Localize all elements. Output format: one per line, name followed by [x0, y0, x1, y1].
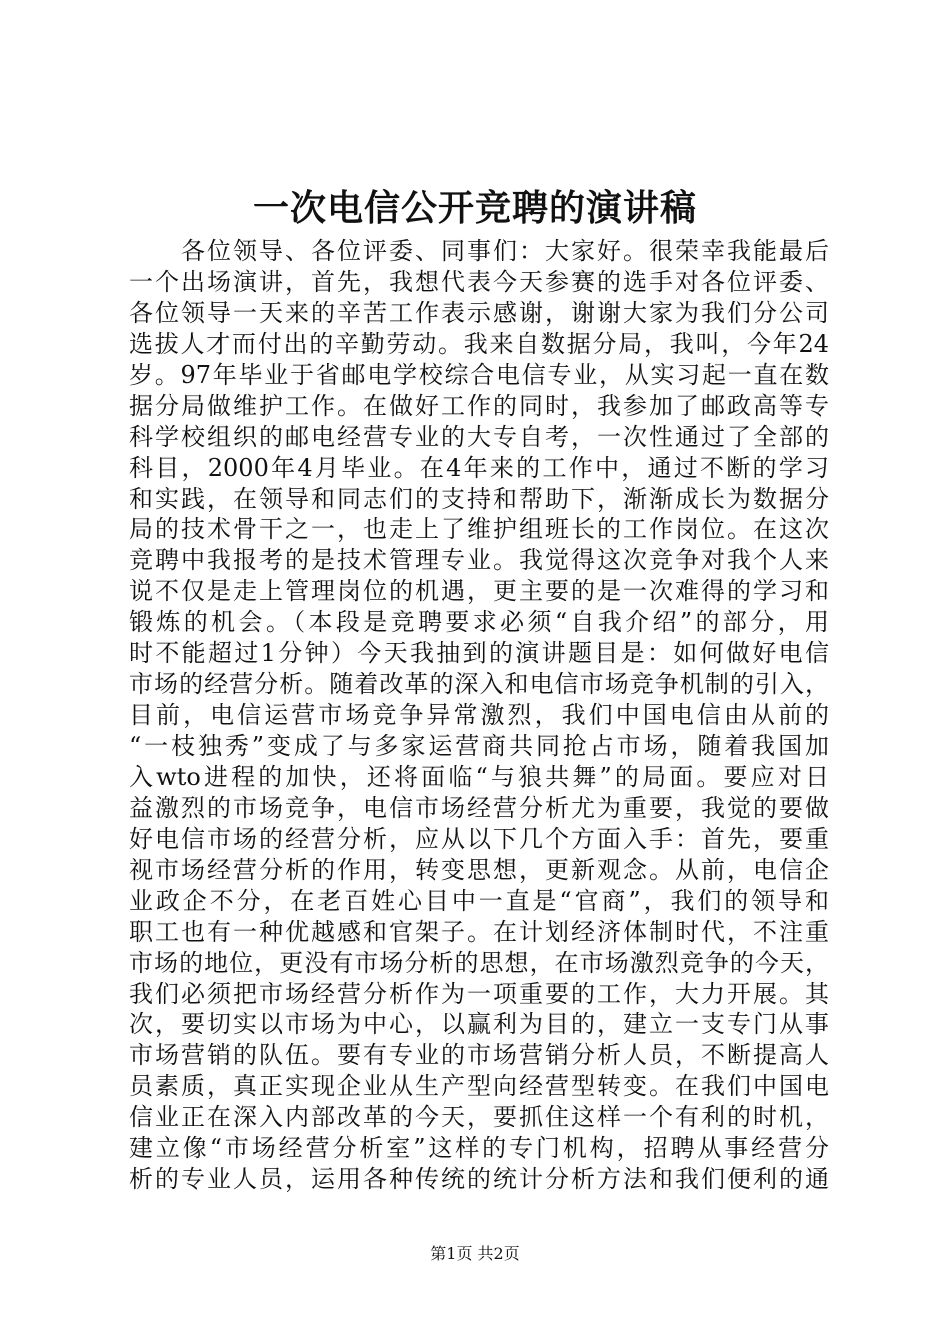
body-line: 次，要切实以市场为中心，以赢利为目的，建立一支专门从事 — [129, 1010, 829, 1039]
body-line: 岁。97年毕业于省邮电学校综合电信专业，从实习起一直在数 — [129, 360, 829, 389]
body-line: 市场的经营分析。随着改革的深入和电信市场竞争机制的引入， — [129, 670, 829, 699]
body-line: “一枝独秀”变成了与多家运营商共同抢占市场，随着我国加 — [129, 732, 829, 760]
body-line: 建立像“市场经营分析室”这样的专门机构，招聘从事经营分 — [129, 1134, 829, 1163]
body-line: 锻炼的机会。（本段是竞聘要求必须“自我介绍”的部分，用 — [129, 608, 829, 637]
body-line: 益激烈的市场竞争，电信市场经营分析尤为重要，我觉的要做 — [129, 793, 829, 822]
body-line: 科学校组织的邮电经营专业的大专自考，一次性通过了全部的 — [129, 422, 829, 451]
body-line: 和实践，在领导和同志们的支持和帮助下，渐渐成长为数据分 — [129, 484, 829, 513]
body-line: 科目，2000年4月毕业。在4年来的工作中，通过不断的学习 — [129, 453, 829, 482]
body-line: 我们必须把市场经营分析作为一项重要的工作，大力开展。其 — [129, 979, 829, 1008]
body-line: 析的专业人员，运用各种传统的统计分析方法和我们便利的通 — [129, 1165, 829, 1194]
body-line: 业政企不分，在老百姓心目中一直是“官商”，我们的领导和 — [129, 886, 829, 915]
body-line: 职工也有一种优越感和官架子。在计划经济体制时代，不注重 — [129, 917, 829, 946]
body-line: 各位领导、各位评委、同事们：大家好。很荣幸我能最后 — [129, 237, 829, 265]
body-line: 好电信市场的经营分析，应从以下几个方面入手：首先，要重 — [129, 824, 829, 853]
body-line: 时不能超过1分钟）今天我抽到的演讲题目是：如何做好电信 — [129, 639, 829, 668]
page-footer: 第1页 共2页 — [430, 1244, 520, 1263]
body-line: 员素质，真正实现企业从生产型向经营型转变。在我们中国电 — [129, 1072, 829, 1101]
document-title: 一次电信公开竞聘的演讲稿 — [252, 187, 697, 229]
body-line: 视市场经营分析的作用，转变思想，更新观念。从前，电信企 — [129, 855, 829, 884]
body-line: 入wto进程的加快，还将面临“与狼共舞”的局面。要应对日 — [129, 762, 829, 791]
document-body — [129, 236, 829, 1195]
body-line: 选拔人才而付出的辛勤劳动。我来自数据分局，我叫，今年24 — [129, 329, 829, 358]
body-line: 据分局做维护工作。在做好工作的同时，我参加了邮政高等专 — [129, 391, 829, 420]
body-line: 局的技术骨干之一，也走上了维护组班长的工作岗位。在这次 — [129, 515, 829, 544]
body-line: 信业正在深入内部改革的今天，要抓住这样一个有利的时机， — [129, 1103, 829, 1132]
body-line: 竞聘中我报考的是技术管理专业。我觉得这次竞争对我个人来 — [129, 546, 829, 575]
body-line: 说不仅是走上管理岗位的机遇，更主要的是一次难得的学习和 — [129, 577, 829, 606]
body-line: 市场营销的队伍。要有专业的市场营销分析人员，不断提高人 — [129, 1041, 829, 1070]
body-line: 目前，电信运营市场竞争异常激烈，我们中国电信由从前的 — [129, 701, 829, 730]
body-line: 一个出场演讲，首先，我想代表今天参赛的选手对各位评委、 — [129, 267, 829, 296]
body-line: 市场的地位，更没有市场分析的思想，在市场激烈竞争的今天， — [129, 948, 829, 977]
body-line: 各位领导一天来的辛苦工作表示感谢，谢谢大家为我们分公司 — [129, 298, 829, 327]
